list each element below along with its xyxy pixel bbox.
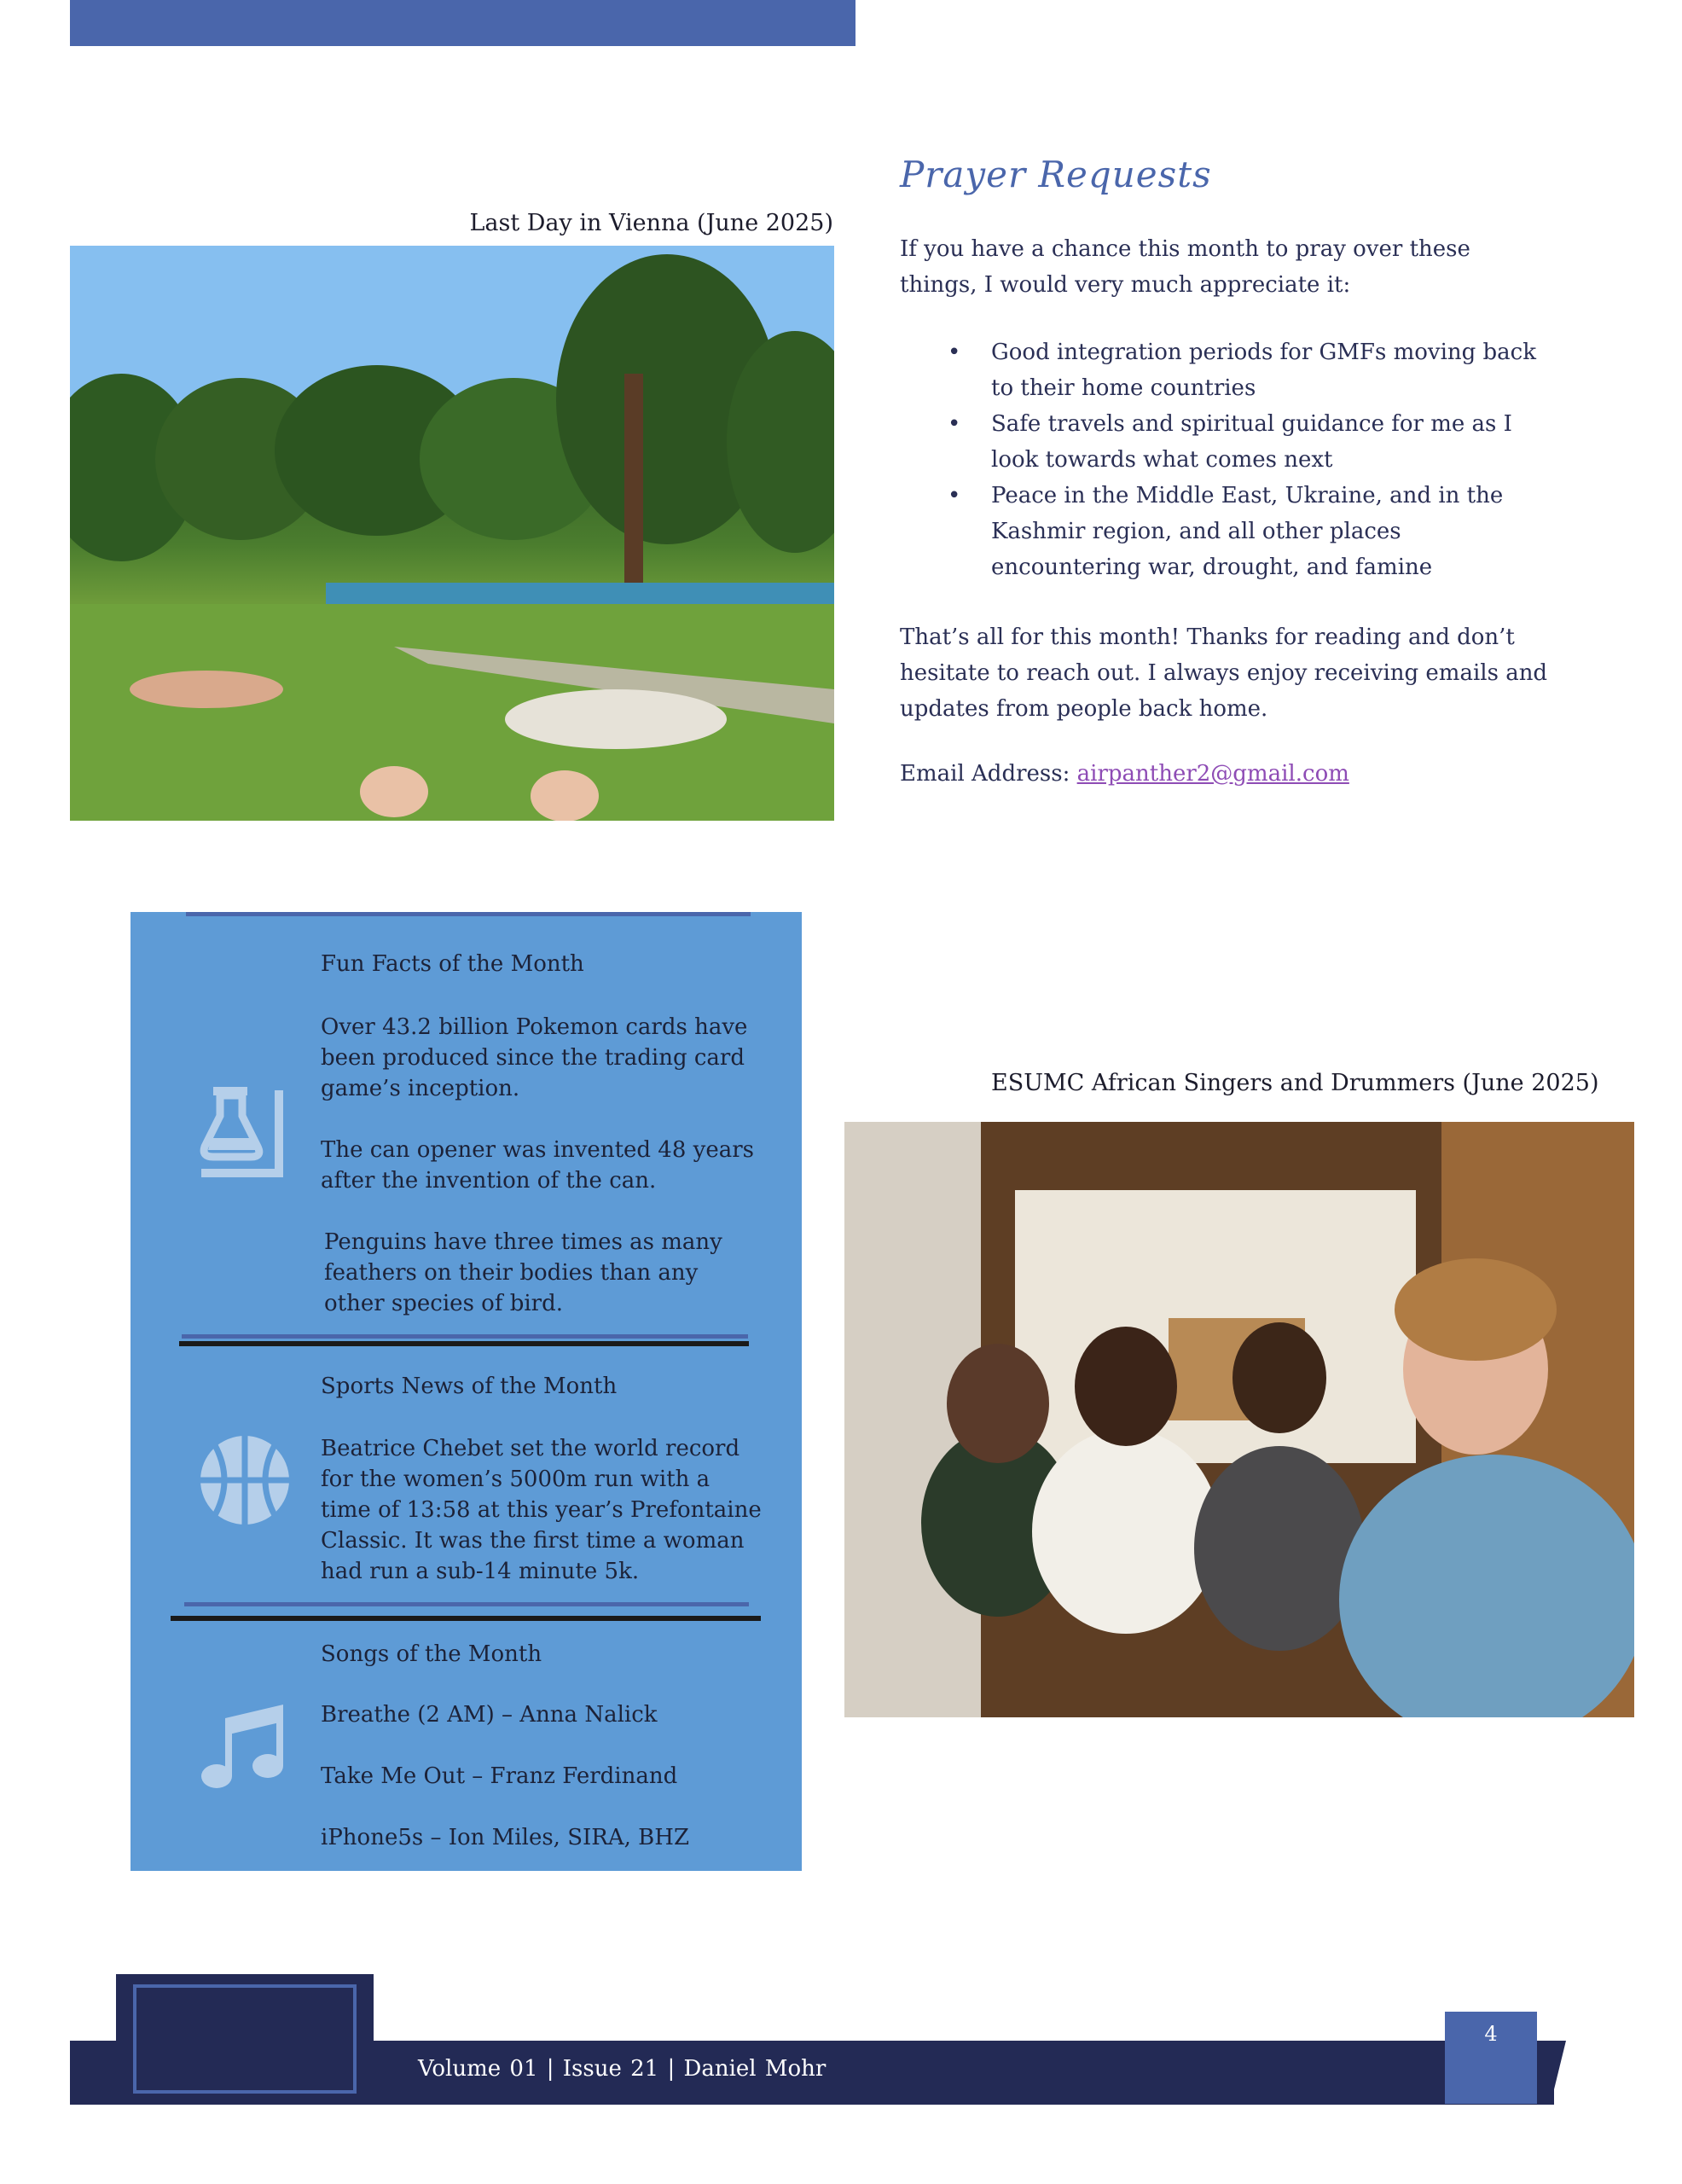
singers-photo-caption: ESUMC African Singers and Drummers (June 2025) xyxy=(991,1070,1599,1096)
vienna-park-photo xyxy=(70,246,834,821)
email-link[interactable]: airpanther2@gmail.com xyxy=(1076,761,1349,787)
section-divider xyxy=(182,1334,748,1339)
section-divider xyxy=(171,1616,761,1621)
prayer-list-item xyxy=(900,406,1548,478)
footer-issue-info: Volume 01 | Issue 21 | Daniel Mohr xyxy=(418,2056,826,2082)
vienna-photo-caption: Last Day in Vienna (June 2025) xyxy=(469,210,833,236)
prayer-requests-title: Prayer Requests xyxy=(900,154,1212,195)
prayer-list-item xyxy=(900,334,1548,406)
bullet-icon: • xyxy=(948,483,961,508)
page-number: 4 xyxy=(1484,2022,1498,2046)
prayer-intro: If you have a chance this month to pray over these things, I would very much appreciate it: xyxy=(900,236,1470,298)
footer-frame xyxy=(133,1984,357,2094)
singers-group-photo xyxy=(844,1122,1634,1717)
fun-fact: Penguins have three times as many feathers on their bodies than any other species of bird. xyxy=(324,1229,722,1316)
section-divider xyxy=(184,1602,749,1606)
email-line xyxy=(900,756,1349,792)
sports-news-text: Beatrice Chebet set the world record for the women’s 5000m run with a time of 13:58 at this year’s Prefontaine Classic. It was the first time a woman had run a sub-14 minute 5k. xyxy=(321,1436,762,1584)
fun-fact: The can opener was invented 48 years after the invention of the can. xyxy=(321,1137,755,1194)
prayer-item-text: Safe travels and spiritual guidance for me as I look towards what comes next xyxy=(991,411,1512,473)
prayer-item-text: Good integration periods for GMFs moving back to their home countries xyxy=(991,340,1536,401)
sports-heading: Sports News of the Month xyxy=(321,1374,618,1399)
prayer-list-item xyxy=(900,478,1548,585)
top-accent-bar xyxy=(70,0,856,46)
basketball-icon xyxy=(198,1433,292,1531)
bullet-icon: • xyxy=(948,340,961,365)
box-top-line xyxy=(186,912,751,916)
section-divider xyxy=(179,1341,749,1346)
song-item: iPhone5s – Ion Miles, SIRA, BHZ xyxy=(321,1825,690,1850)
song-item: Take Me Out – Franz Ferdinand xyxy=(321,1763,678,1789)
footer-white-line xyxy=(827,2105,930,2107)
bullet-icon: • xyxy=(948,411,961,437)
fun-facts-heading: Fun Facts of the Month xyxy=(321,951,584,977)
songs-heading: Songs of the Month xyxy=(321,1641,542,1667)
prayer-list xyxy=(900,334,1548,585)
music-notes-icon xyxy=(198,1701,290,1798)
fun-fact: Over 43.2 billion Pokemon cards have been produced since the trading card game’s inception. xyxy=(321,1014,748,1101)
prayer-item-text: Peace in the Middle East, Ukraine, and in the Kashmir region, and all other places encountering war, drought, and famine xyxy=(991,483,1504,580)
closing-message: That’s all for this month! Thanks for reading and don’t hesitate to reach out. I always enjoy receiving emails and updates from people back home. xyxy=(900,624,1548,722)
email-label: Email Address: xyxy=(900,761,1077,787)
flask-icon xyxy=(198,1083,290,1184)
song-item: Breathe (2 AM) – Anna Nalick xyxy=(321,1702,658,1728)
